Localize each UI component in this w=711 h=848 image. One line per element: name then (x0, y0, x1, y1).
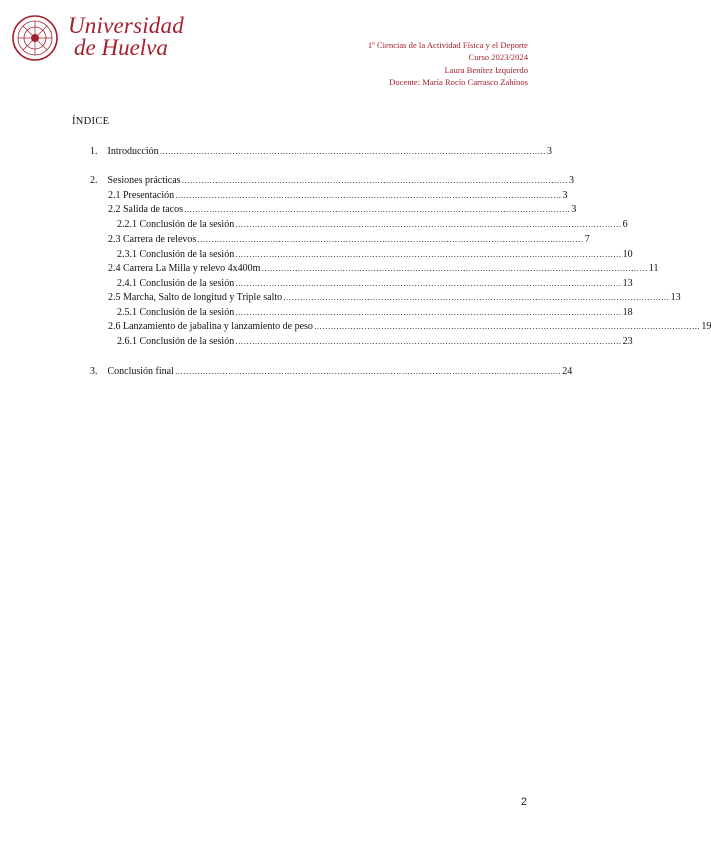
toc-entry-label: 3. Conclusión final (90, 366, 174, 377)
toc-entry-label: 2.6.1 Conclusión de la sesión (117, 336, 235, 347)
toc-entry-page: 11 (648, 263, 659, 274)
toc-leader: ………………………………………………………………………………………………………………………… (181, 176, 568, 185)
toc-entry-page: 3 (571, 204, 577, 215)
toc-entry-page: 24 (562, 366, 573, 377)
university-wordmark (68, 15, 184, 59)
toc-leader: ………………………………………………………………………………………………………………………… (313, 322, 701, 331)
toc-leader: ………………………………………………………………………………………………………………………… (283, 293, 670, 302)
toc-entry-label: 2.4.1 Conclusión de la sesión (117, 278, 235, 289)
toc-entry-label: 1. Introducción (90, 146, 159, 157)
toc-entry-conclusion-final[interactable] (90, 366, 573, 377)
toc-entry-page: 18 (622, 307, 633, 318)
toc-leader: ………………………………………………………………………………………………………………………… (159, 147, 546, 156)
toc-entry-introduccion[interactable] (90, 146, 552, 157)
toc-entry-page: 6 (622, 219, 628, 230)
toc-entry-label: 2.6 Lanzamiento de jabalina y lanzamiento de peso (108, 321, 313, 332)
toc-leader: ………………………………………………………………………………………………………………………… (235, 279, 622, 288)
toc-leader: ………………………………………………………………………………………………………………………… (174, 367, 562, 376)
toc-entry-2-4[interactable] (108, 263, 659, 274)
toc-entry-label: 2.5 Marcha, Salto de longitud y Triple salto (108, 292, 283, 303)
logo-line-2: de Huelva (74, 35, 168, 60)
university-logo (12, 15, 182, 70)
toc-entry-page: 3 (568, 175, 574, 186)
toc-entry-label: 2.3.1 Conclusión de la sesión (117, 249, 235, 260)
toc-entry-label: 2.5.1 Conclusión de la sesión (117, 307, 235, 318)
toc-entry-label: 2.1 Presentación (108, 190, 175, 201)
toc-entry-page: 23 (622, 336, 633, 347)
toc-entry-page: 3 (562, 190, 568, 201)
toc-entry-2-4-1[interactable] (117, 278, 633, 289)
academic-year: Curso 2023/2024 (468, 52, 528, 63)
author-name: Laura Benítez Izquierdo (444, 64, 528, 75)
index-title: ÍNDICE (72, 116, 110, 127)
toc-leader: ………………………………………………………………………………………………………………………… (183, 205, 571, 214)
course-name: 1º Ciencias de la Actividad Física y el Deporte (367, 40, 528, 50)
toc-entry-label: 2.3 Carrera de relevos (108, 234, 197, 245)
toc-leader: ………………………………………………………………………………………………………………………… (197, 235, 584, 244)
toc-entry-2-2[interactable] (108, 204, 577, 215)
toc-leader: ………………………………………………………………………………………………………………………… (235, 250, 622, 259)
toc-entry-2-3[interactable] (108, 234, 590, 245)
toc-entry-page: 10 (622, 249, 633, 260)
toc-entry-2-1[interactable] (108, 190, 568, 201)
toc-entry-sesiones[interactable] (90, 175, 574, 186)
toc-entry-2-5[interactable] (108, 292, 681, 303)
toc-leader: ………………………………………………………………………………………………………………………… (235, 220, 622, 229)
toc-entry-2-6-1[interactable] (117, 336, 633, 347)
toc-entry-2-2-1[interactable] (117, 219, 628, 230)
toc-leader: ………………………………………………………………………………………………………………………… (261, 264, 648, 273)
toc-entry-2-6[interactable] (108, 321, 711, 332)
university-seal-icon (12, 15, 58, 61)
toc-leader: ………………………………………………………………………………………………………………………… (235, 308, 622, 317)
logo-line-1: Universidad (68, 13, 184, 38)
toc-entry-page: 19 (701, 321, 711, 332)
page-number: 2 (520, 796, 527, 808)
toc-entry-label: 2. Sesiones prácticas (90, 175, 181, 186)
document-header-info (368, 39, 528, 88)
toc-entry-2-5-1[interactable] (117, 307, 633, 318)
toc-leader: ………………………………………………………………………………………………………………………… (235, 337, 622, 346)
toc-entry-page: 3 (547, 146, 552, 157)
toc-entry-page: 7 (584, 234, 590, 245)
toc-entry-label: 2.2.1 Conclusión de la sesión (117, 219, 235, 230)
toc-leader: ………………………………………………………………………………………………………………………… (175, 191, 562, 200)
teacher-name: Docente: María Rocío Carrasco Zahínos (389, 76, 528, 87)
toc-entry-2-3-1[interactable] (117, 249, 633, 260)
toc-entry-page: 13 (670, 292, 681, 303)
toc-entry-label: 2.2 Salida de tacos (108, 204, 183, 215)
toc-entry-label: 2.4 Carrera La Milla y relevo 4x400m (108, 263, 261, 274)
toc-entry-page: 13 (622, 278, 633, 289)
